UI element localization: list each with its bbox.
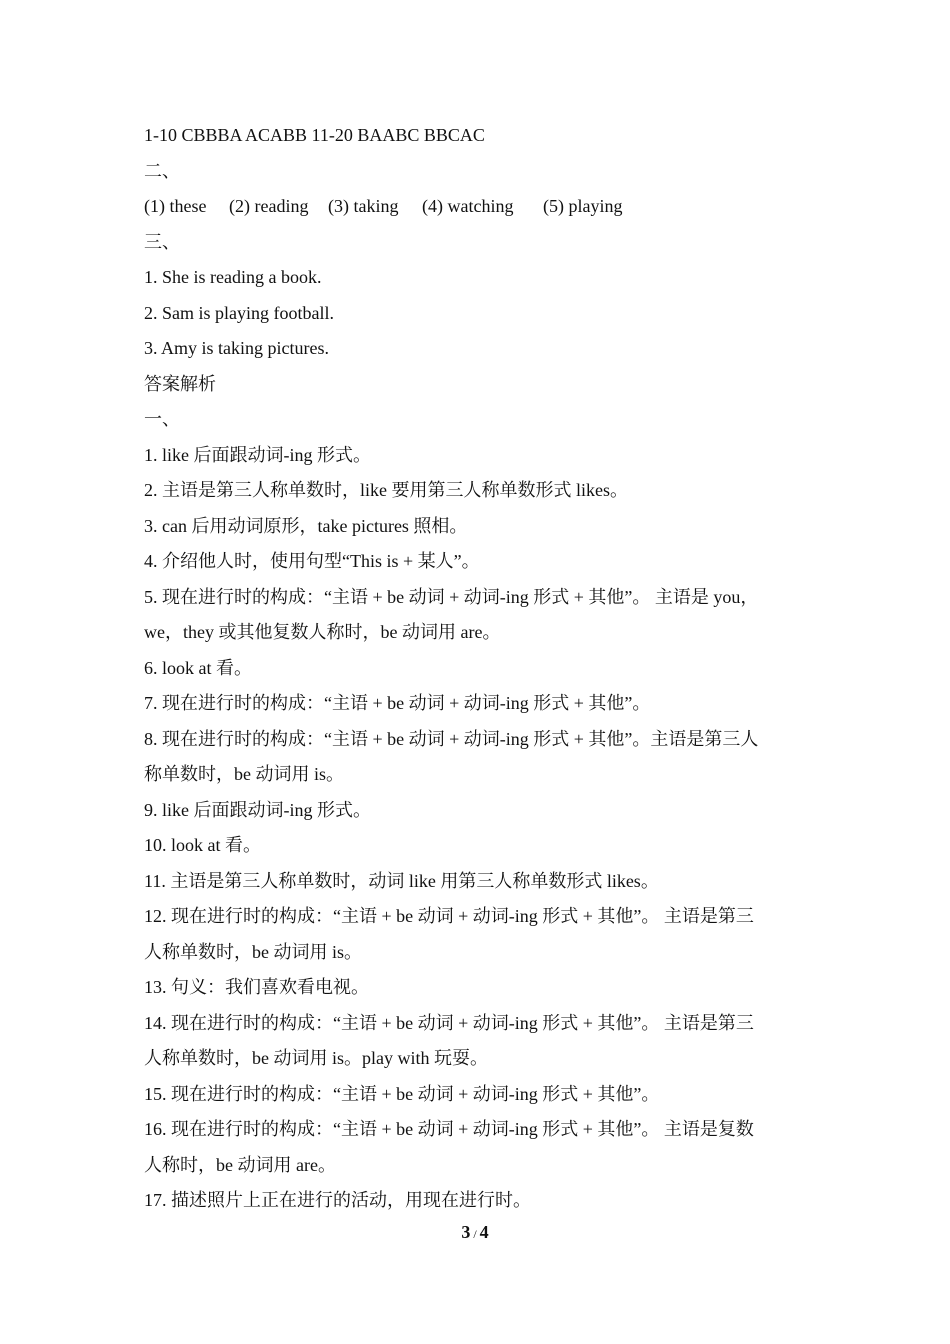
part1-answer-key: 1-10 CBBBA ACABB 11-20 BAABC BBCAC <box>144 125 485 145</box>
document-body <box>144 118 810 1219</box>
section2-answer: (2) reading <box>229 196 309 216</box>
page-number-current: 3 <box>461 1222 471 1242</box>
analysis-item-line: 16. 现在进行时的构成：“主语 + be 动词 + 动词-ing 形式 + 其他”。 主语是复数 <box>144 1119 754 1139</box>
analysis-item-line: 5. 现在进行时的构成：“主语 + be 动词 + 动词-ing 形式 + 其他”。 主语是 you， <box>144 586 759 607</box>
page-number-total: 4 <box>479 1222 489 1242</box>
analysis-item-line: 6. look at 看。 <box>144 657 252 678</box>
section3-sentence: 1. She is reading a book. <box>144 267 322 287</box>
analysis-item-line: 14. 现在进行时的构成：“主语 + be 动词 + 动词-ing 形式 + 其他”。 主语是第三 <box>144 1012 754 1033</box>
analysis-item-line: 9. like 后面跟动词-ing 形式。 <box>144 799 371 820</box>
analysis-item <box>144 1183 810 1219</box>
analysis-item-line: 12. 现在进行时的构成：“主语 + be 动词 + 动词-ing 形式 + 其他”。 主语是第三 <box>144 906 754 926</box>
analysis-item <box>144 1112 810 1183</box>
analysis-item-line: 1. like 后面跟动词-ing 形式。 <box>144 444 371 465</box>
analysis-item-line: 17. 描述照片上正在进行的活动，用现在进行时。 <box>144 1190 531 1210</box>
analysis-item-line: 11. 主语是第三人称单数时，动词 like 用第三人称单数形式 likes。 <box>144 870 659 891</box>
section2-answer: (4) watching <box>422 196 514 216</box>
analysis-item-line: 人称单数时，be 动词用 is。 <box>144 941 362 962</box>
section2-heading: 二、 <box>144 160 180 181</box>
analysis-item-line: 15. 现在进行时的构成：“主语 + be 动词 + 动词-ing 形式 + 其他”。 <box>144 1083 660 1104</box>
page-number-separator: / <box>473 1227 477 1241</box>
analysis-section1-heading: 一、 <box>144 409 180 429</box>
section2-answer: (1) these <box>144 196 207 216</box>
section2-answer: (5) playing <box>543 196 623 216</box>
section2-answer-row <box>144 189 810 225</box>
analysis-item <box>144 544 810 580</box>
analysis-item-line: 4. 介绍他人时，使用句型“This is + 某人”。 <box>144 551 480 571</box>
analysis-item <box>144 580 810 651</box>
analysis-item <box>144 899 810 970</box>
analysis-item <box>144 828 810 864</box>
analysis-item-line: 7. 现在进行时的构成：“主语 + be 动词 + 动词-ing 形式 + 其他”。 <box>144 693 651 713</box>
analysis-item <box>144 438 810 474</box>
analysis-item <box>144 1077 810 1113</box>
analysis-item <box>144 509 810 545</box>
analysis-item-line: 人称单数时，be 动词用 is。play with 玩耍。 <box>144 1048 488 1068</box>
analysis-item <box>144 1006 810 1077</box>
analysis-item <box>144 793 810 829</box>
analysis-item <box>144 722 810 793</box>
analysis-item-line: 3. can 后用动词原形，take pictures 照相。 <box>144 515 468 536</box>
analysis-item-line: 13. 句义：我们喜欢看电视。 <box>144 977 369 997</box>
analysis-item-line: 人称时，be 动词用 are。 <box>144 1154 336 1175</box>
analysis-item-line: 2. 主语是第三人称单数时，like 要用第三人称单数形式 likes。 <box>144 480 628 500</box>
analysis-item-line: 8. 现在进行时的构成：“主语 + be 动词 + 动词-ing 形式 + 其他”。主语是第三人 <box>144 728 759 749</box>
analysis-heading: 答案解析 <box>144 373 216 394</box>
analysis-item-line: we，they 或其他复数人称时，be 动词用 are。 <box>144 622 501 642</box>
analysis-item <box>144 686 810 722</box>
section3-sentence: 3. Amy is taking pictures. <box>144 338 329 358</box>
analysis-item <box>144 864 810 900</box>
analysis-item-line: 称单数时，be 动词用 is。 <box>144 764 344 784</box>
analysis-list <box>144 438 810 1219</box>
section3-heading: 三、 <box>144 231 180 252</box>
analysis-item <box>144 970 810 1006</box>
analysis-item-line: 10. look at 看。 <box>144 835 261 855</box>
section3-sentence: 2. Sam is playing football. <box>144 302 334 323</box>
section2-answer: (3) taking <box>328 196 399 216</box>
analysis-item <box>144 473 810 509</box>
page-number <box>0 1222 950 1243</box>
analysis-item <box>144 651 810 687</box>
